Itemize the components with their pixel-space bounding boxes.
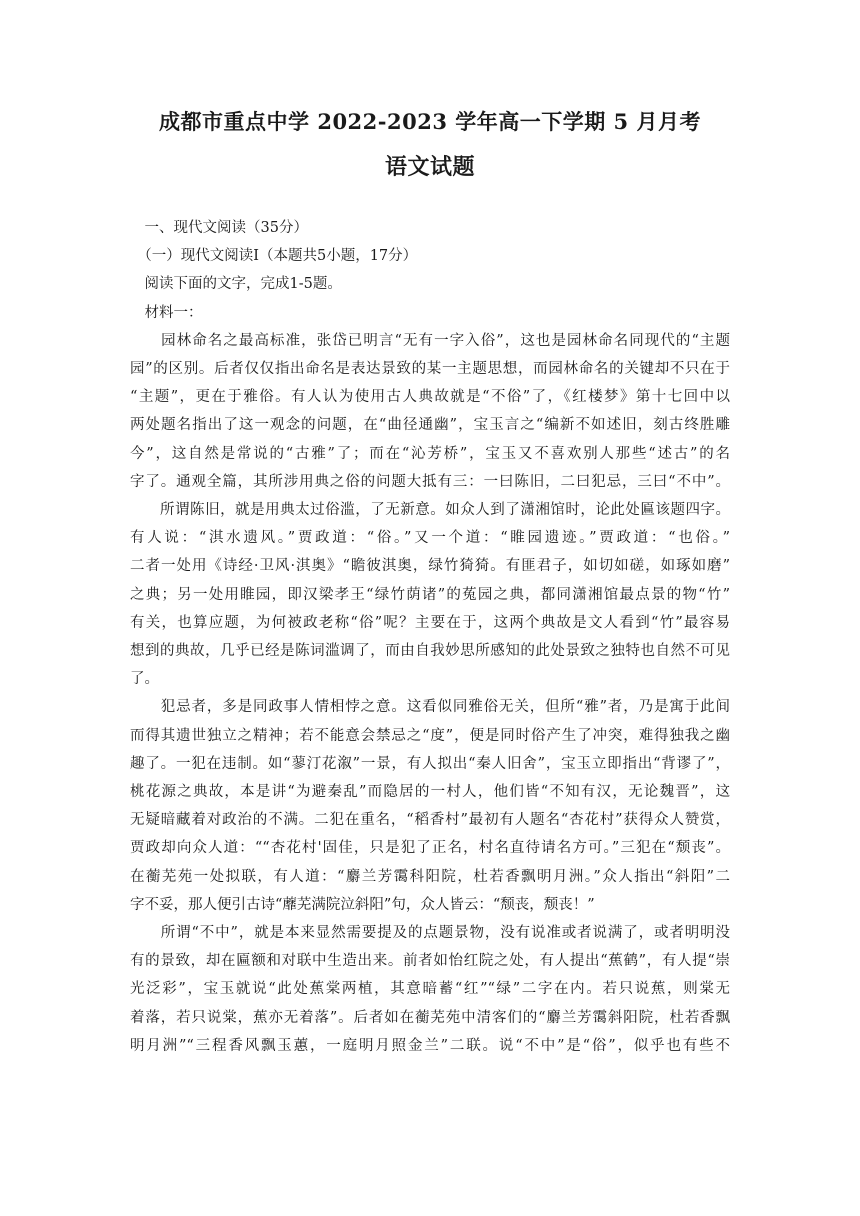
text-line: 材料一：	[130, 304, 203, 321]
text-line: 趣了。一犯在违制。如“蓼汀花溆”一景，有人拟出“秦人旧舍”，宝玉立即指出“背谬了”，	[130, 755, 730, 772]
text-line: 明月洲”“三程香风飘玉蕙，一庭明月照金兰”二联。说“不中”是“俗”，似乎也有些不	[130, 1037, 730, 1054]
text-line: 字不妥，那人便引古诗“蘼芜满院泣斜阳”句，众人皆云：“颓丧，颓丧！”	[130, 896, 595, 913]
text-line: 在蘅芜苑一处拟联，有人道：“麝兰芳霭科阳院，杜若香飘明月洲。”众人指出“斜阳”二	[130, 868, 730, 885]
text-line: 所谓陈旧，就是用典太过俗滥，了无新意。如众人到了潇湘馆时，论此处匾该题四字。	[130, 502, 730, 519]
text-line: 园”的区别。后者仅仅指出命名是表达景致的某一主题思想，而园林命名的关键却不只在于	[130, 361, 730, 378]
text-line: “主题”，更在于雅俗。有人认为使用古人典故就是“不俗”了，《红楼梦》第十七回中以	[130, 389, 730, 406]
text-line: 无疑暗藏着对政治的不满。二犯在重名，“稻香村”最初有人题名“杏花村”获得众人赞赏，	[130, 812, 730, 829]
text-line: 想到的典故，几乎已经是陈词滥调了，而由自我妙思所感知的此处景致之独特也自然不可见	[130, 643, 730, 660]
text-line: 着落，若只说棠，蕉亦无着落”。后者如在蘅芜苑中清客们的“麝兰芳霭斜阳院，杜若香飘	[130, 1009, 730, 1026]
text-line: 阅读下面的文字，完成1-5题。	[130, 276, 342, 293]
text-line: 园林命名之最高标准，张岱已明言“无有一字入俗”，这也是园林命名同现代的“主题	[130, 332, 730, 349]
text-line: 光泛彩”，宝玉就说“此处蕉棠两植，其意暗蓄“红”“绿”二字在内。若只说蕉，则棠无	[130, 981, 730, 998]
text-line: 所谓“不中”，就是本来显然需要提及的点题景物，没有说准或者说满了，或者明明没	[130, 925, 730, 942]
text-line: （一）现代文阅读I（本题共5小题，17分）	[130, 248, 418, 265]
text-line: 字了。通观全篇，其所涉用典之俗的问题大抵有三：一曰陈旧，二曰犯忌，三曰“不中”。	[130, 473, 730, 490]
text-line: 之典；另一处用睢园，即汉梁孝王“绿竹荫诸”的菟园之典，都同潇湘馆最点景的物“竹”	[130, 586, 730, 603]
text-line: 一、现代文阅读（35分）	[130, 220, 308, 236]
document-title: 成都市重点中学 2022-2023 学年高一下学期 5 月月考	[159, 109, 701, 134]
text-line: 有人说：“淇水遗风。”贾政道：“俗。”又一个道：“睢园遗迹。”贾政道：“也俗。”	[130, 530, 730, 547]
text-line: 桃花源之典故，本是讲“为避秦乱”而隐居的一村人，他们皆“不知有汉，无论魏晋”，这	[130, 784, 730, 801]
text-line: 而得其遗世独立之精神；若不能意会禁忌之“度”，便是同时俗产生了冲突，难得独我之幽	[130, 727, 730, 744]
text-line: 今”，这自然是常说的“古雅”了；而在“沁芳桥”，宝玉又不喜欢别人那些“述古”的名	[130, 445, 730, 462]
text-line: 贾政却向众人道：““杏花村'固佳，只是犯了正名，村名直待请名方可。”三犯在“颓丧”。	[130, 840, 730, 857]
text-line: 有的景致，却在匾额和对联中生造出来。前者如怡红院之处，有人提出“蕉鹤”，有人提“崇	[130, 953, 730, 970]
text-line: 犯忌者，多是同政事人情相悖之意。这看似同雅俗无关，但所“雅”者，乃是寓于此间	[130, 699, 730, 716]
text-line: 两处题名指出了这一观念的问题，在“曲径通幽”，宝玉言之“编新不如述旧，刻古终胜雕	[130, 417, 730, 434]
text-line: 有关，也算应题，为何被政老称“俗”呢？主要在于，这两个典故是文人看到“竹”最容易	[130, 614, 730, 631]
document-body	[130, 214, 730, 1060]
text-line: 二者一处用《诗经·卫风·淇奥》“瞻彼淇奥，绿竹猗猗。有匪君子，如切如磋，如琢如磨”	[130, 558, 730, 575]
text-line: 了。	[130, 671, 159, 688]
document-subtitle: 语文试题	[384, 154, 475, 180]
